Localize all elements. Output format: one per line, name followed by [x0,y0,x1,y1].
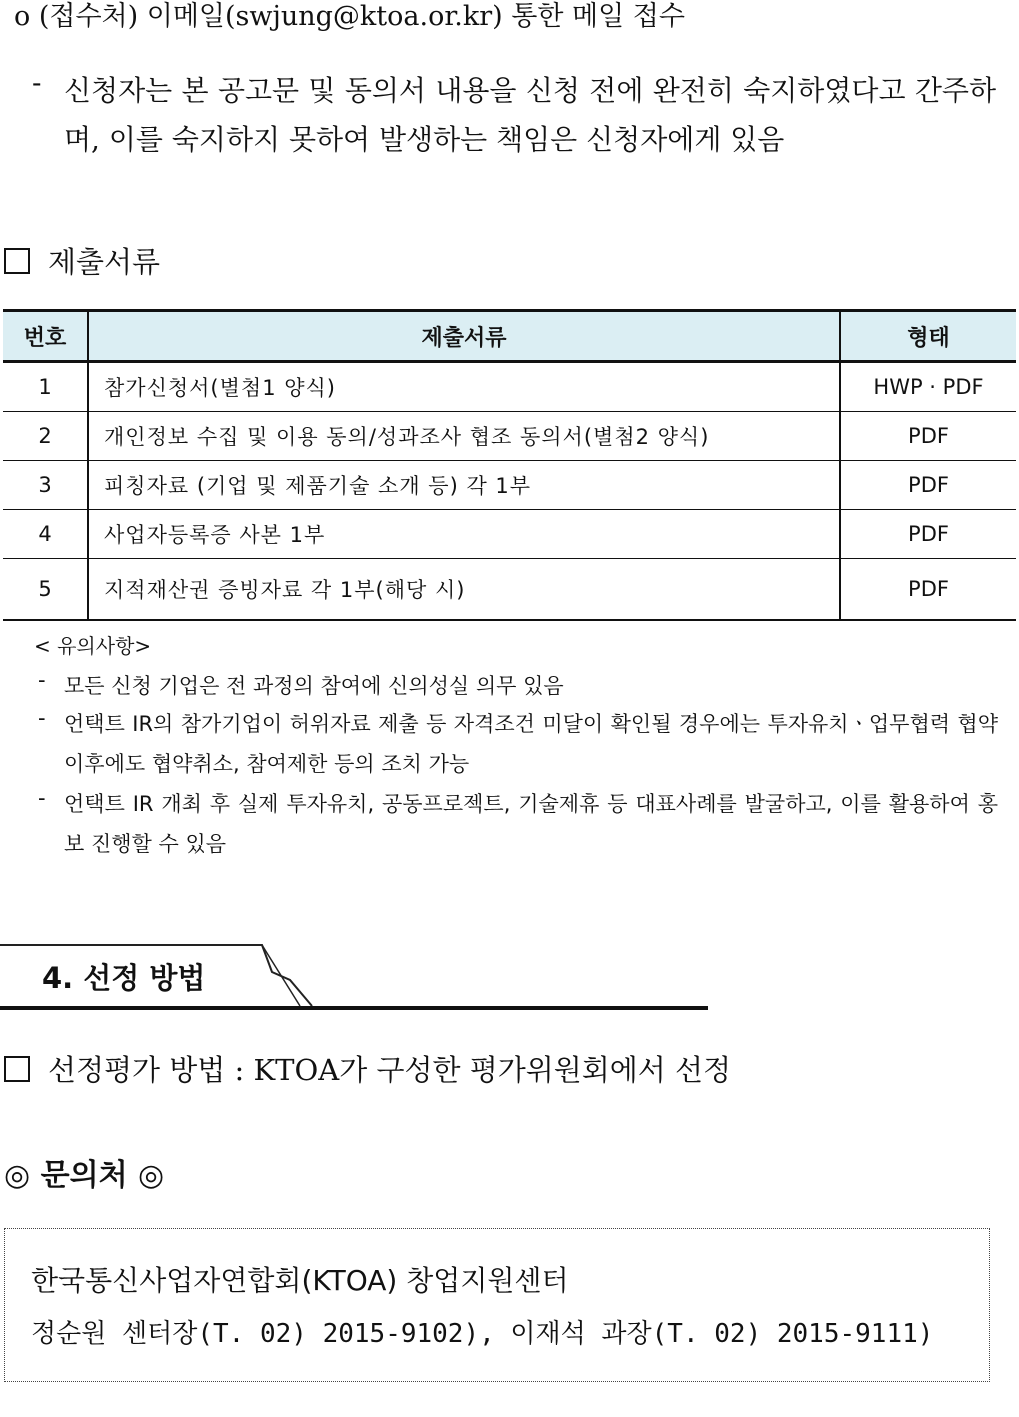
row-format: PDF [840,461,1016,510]
email-submission-text: (접수처) 이메일(swjung@ktoa.or.kr) 통한 메일 접수 [38,1,685,32]
section-4-title: 4. 선정 방법 [42,961,206,995]
caution-dash: - [38,668,46,692]
row-number: 4 [3,510,88,559]
row-number: 2 [3,412,88,461]
contact-title: ◎ 문의처 ◎ [4,1158,165,1193]
table-row [3,559,1016,621]
row-format: HWP · PDF [840,362,1016,412]
selection-method [4,1048,731,1089]
row-number: 1 [3,362,88,412]
row-document: 지적재산권 증빙자료 각 1부(해당 시) [88,559,840,621]
table-header-row [3,311,1016,362]
checkbox-square-icon [4,248,30,274]
submission-heading [4,240,160,281]
checkbox-square-icon [4,1056,30,1082]
row-document: 개인정보 수집 및 이용 동의/성과조사 협조 동의서(별첨2 양식) [88,412,840,461]
contact-organization: 한국통신사업자연합회(KTOA) 창업지원센터 [31,1264,569,1297]
row-document: 피칭자료 (기업 및 제품기술 소개 등) 각 1부 [88,461,840,510]
email-submission-line [14,0,685,33]
contact-box [4,1228,990,1382]
bullet-marker: o [14,1,31,32]
notice-paragraph: 신청자는 본 공고문 및 동의서 내용을 신청 전에 완전히 숙지하였다고 간주하며, 이를 숙지하지 못하여 발생하는 책임은 신청자에게 있음 [64,74,996,156]
caution-item: 언택트 IR 개최 후 실제 투자유치, 공동프로젝트, 기술제휴 등 대표사례를 발굴하고, 이를 활용하여 홍보 진행할 수 있음 [64,792,998,856]
caution-title: < 유의사항> [34,634,152,658]
row-format: PDF [840,412,1016,461]
contact-persons: 정순원 센터장(T. 02) 2015-9102), 이재석 과장(T. 02) 2015-9111) [31,1319,934,1349]
row-number: 3 [3,461,88,510]
row-format: PDF [840,559,1016,621]
caution-dash: - [38,706,46,730]
table-row [3,461,1016,510]
caution-item: 언택트 IR의 참가기업이 허위자료 제출 등 자격조건 미달이 확인될 경우에는 투자유치ㆍ업무협력 협약 이후에도 협약취소, 참여제한 등의 조치 가능 [64,712,998,776]
submission-table [3,309,1016,621]
submission-heading-text: 제출서류 [48,245,161,279]
row-number: 5 [3,559,88,621]
row-document: 사업자등록증 사본 1부 [88,510,840,559]
header-number: 번호 [3,311,88,362]
caution-dash: - [38,786,46,810]
caution-item: 모든 신청 기업은 전 과정의 참여에 신의성실 의무 있음 [64,674,564,698]
row-format: PDF [840,510,1016,559]
header-document: 제출서류 [88,311,840,362]
header-format: 형태 [840,311,1016,362]
row-document: 참가신청서(별첨1 양식) [88,362,840,412]
table-row [3,510,1016,559]
selection-method-text: 선정평가 방법 : KTOA가 구성한 평가위원회에서 선정 [48,1053,732,1087]
table-row [3,412,1016,461]
table-row [3,362,1016,412]
section-4-header [0,942,710,1012]
notice-dash: - [32,66,42,99]
